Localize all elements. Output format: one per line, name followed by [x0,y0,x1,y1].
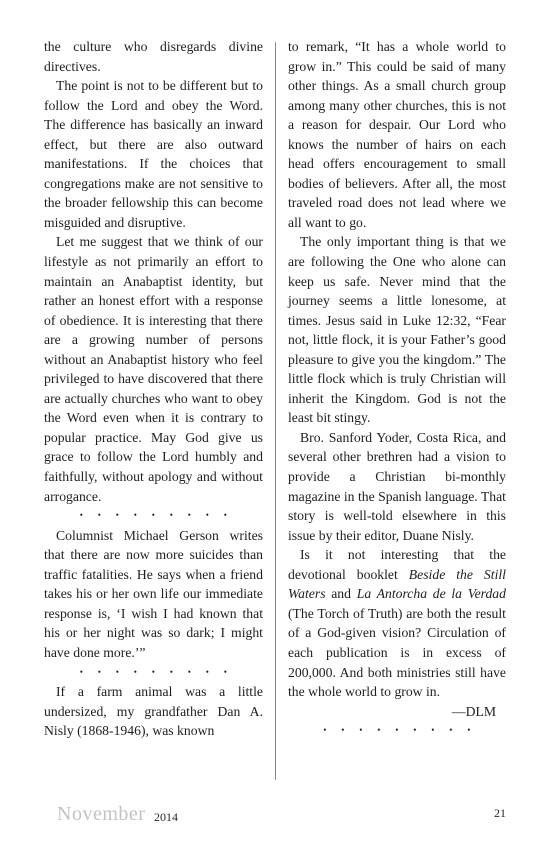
paragraph: The only important thing is that we are following the One who alone can keep us safe. Never mind that the journey seems a little lonesome, at times. Jesus said in Luke 12:32, “Fear not, little flock, it is your Father’s good pleasure to give you the kingdom.” The little flock which is truly Christian will inherit the Kingdom. God is not the least bit stingy. [288,234,506,426]
section-separator: • • • • • • • • • [79,510,234,521]
paragraph-text: and [325,586,357,602]
paragraph: Columnist Michael Gerson writes that there are now more suicides than traffic fatalities. He says when a friend takes his or her own life our immediate response is, ‘I wish I had known that his or her night was so dark; I might have done more.’” [44,527,263,660]
magazine-title: La Antorcha de la Verdad [356,586,506,602]
column-divider [275,42,276,780]
footer-month: November [57,803,146,825]
paragraph: Bro. Sanford Yoder, Costa Rica, and several other brethren had a vision to provide a Christian bi-monthly magazine in the Spanish language. That story is well-told elsewhere in this issue by their editor, Duane Nisly. [288,429,506,543]
paragraph: Let me suggest that we think of our lifestyle as not primarily an effort to maintain an Anabaptist identity, but rather an honest effort with a response of obedience. It is interesting that there are a growing number of persons without an Anabaptist history who feel privileged to have discovered that there are actually churches who want to obey the Word even when it is contrary to popular practice. May God give us grace to follow the Lord humbly and faithfully, without apology and without arrogance. [44,234,263,504]
section-separator: • • • • • • • • • [323,725,477,736]
paragraph: If a farm animal was a little undersized, my grandfather Dan A. Nisly (1868-1946), was known [44,684,263,739]
author-signature: —DLM [451,703,496,719]
booklet-title: Beside the Still Waters [288,566,506,602]
left-column [44,37,263,741]
paragraph: the culture who disregards divine directives. [44,39,263,74]
paragraph-text: (The Torch of Truth) are both the result of a God-given vision? Circulation of each publication is in excess of 200,000. And both ministries still have the whole world to grow in. [288,605,506,700]
paragraph: The point is not to be different but to follow the Lord and obey the Word. The difference has basically an inward effect, but there are also outward manifestations. If the choices that congregations make are not sensitive to the broader fellowship this can become misguided and disruptive. [44,78,263,230]
paragraph: to remark, “It has a whole world to grow in.” This could be said of many other things. As a small church group among many other churches, this is not a reason for despair. Our Lord who knows the number of hairs on each head offers encouragement to small bodies of believers. After all, the most traveled road does not lead where we all want to go. [288,39,506,230]
right-column [288,37,506,741]
paragraph [288,545,506,701]
section-separator: • • • • • • • • • [79,666,234,677]
footer-year: 2014 [154,810,178,824]
paragraph-text: Is it not interesting that the devotional booklet [288,547,506,582]
page-number: 21 [494,806,506,820]
